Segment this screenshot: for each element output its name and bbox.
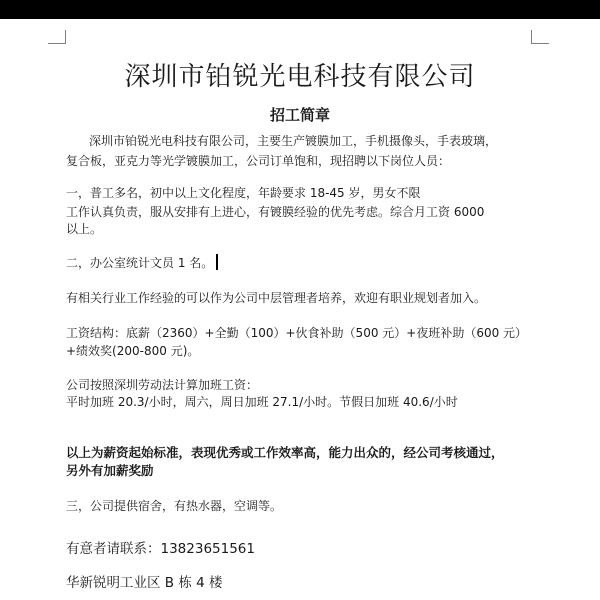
- item2-description: 有相关行业工作经验的可以作为公司中层管理者培养，欢迎有职业规划者加入。: [66, 291, 487, 305]
- item1-line-1: 一，普工多名，初中以上文化程度，年龄要求 18-45 岁，男女不限: [66, 186, 421, 200]
- top-black-bar: [0, 0, 600, 19]
- salary-line-1: 工资结构：底薪（2360）+全勤（100）+伙食补助（500 元）+夜班补助（600 元）: [66, 326, 528, 340]
- crop-mark-top-right: [531, 30, 549, 44]
- item1-line-3: 以上。: [66, 222, 103, 236]
- item2-line[interactable]: [66, 254, 218, 272]
- text-cursor: [216, 254, 218, 270]
- bold-note-line-1: 以上为薪资起始标准，表现优秀或工作效率高，能力出众的，经公司考核通过，: [66, 445, 504, 460]
- item2-text: 二，办公室统计文员 1 名。: [66, 256, 214, 270]
- overtime-line-2: 平时加班 20.3/小时，周六，周日加班 27.1/小时。节假日加班 40.6/小时: [66, 395, 458, 409]
- doc-subtitle: 招工简章: [269, 106, 330, 124]
- address-line: 华新锐明工业区 B 栋 4 楼: [66, 575, 223, 591]
- bold-note-line-2: 另外有加薪奖励: [66, 463, 154, 478]
- item3-line: 三，公司提供宿舍，有热水器，空调等。: [66, 499, 283, 513]
- company-title: 深圳市铂锐光电科技有限公司: [124, 62, 476, 92]
- crop-mark-top-left: [48, 30, 66, 44]
- salary-line-2: +绩效奖(200-800 元)。: [66, 344, 200, 358]
- contact-line: 有意者请联系：13823651561: [66, 541, 255, 557]
- intro-line-1: 深圳市铂锐光电科技有限公司，主要生产镀膜加工，手机摄像头，手表玻璃，: [89, 134, 498, 148]
- intro-line-2: 复合板，亚克力等光学镀膜加工，公司订单饱和，现招聘以下岗位人员：: [66, 154, 451, 168]
- item1-line-2: 工作认真负责，服从安排有上进心，有镀膜经验的优先考虑。综合月工资 6000: [66, 205, 485, 219]
- overtime-line-1: 公司按照深圳劳动法计算加班工资：: [66, 378, 259, 392]
